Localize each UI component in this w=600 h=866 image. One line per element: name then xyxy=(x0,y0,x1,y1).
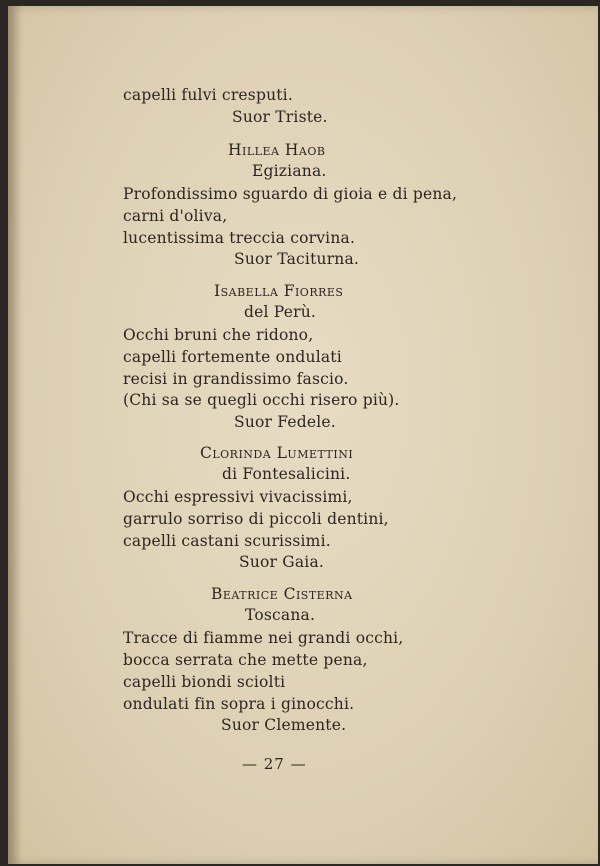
entry-name: Beatrice Cisterna xyxy=(211,585,353,603)
sister-name: Suor Triste. xyxy=(232,108,328,126)
poem-line: capelli biondi sciolti xyxy=(123,673,286,691)
entry-name: Isabella Fiorres xyxy=(214,282,344,300)
poem-line: capelli fortemente ondulati xyxy=(123,348,342,366)
sister-name: Suor Gaia. xyxy=(239,553,325,571)
entry-name: Hillea Haob xyxy=(228,141,326,159)
sister-name: Suor Taciturna. xyxy=(234,250,360,268)
poem-line: recisi in grandissimo fascio. xyxy=(123,370,349,388)
sister-name: Suor Clemente. xyxy=(221,716,347,734)
book-page xyxy=(8,6,598,864)
poem-line: Occhi espressivi vivacissimi, xyxy=(123,488,353,506)
poem-line: Tracce di fiamme nei grandi occhi, xyxy=(123,629,404,647)
poem-line: capelli fulvi cresputi. xyxy=(123,86,293,104)
entry-origin: di Fontesalicini. xyxy=(222,465,351,483)
poem-line: lucentissima treccia corvina. xyxy=(123,229,356,247)
page-number: — 27 — xyxy=(242,755,307,773)
sister-name: Suor Fedele. xyxy=(234,413,336,431)
poem-line: ondulati fin sopra i ginocchi. xyxy=(123,695,355,713)
poem-line: garrulo sorriso di piccoli dentini, xyxy=(123,510,389,528)
entry-origin: del Perù. xyxy=(244,303,317,321)
entry-origin: Toscana. xyxy=(245,606,316,624)
poem-line: carni d'oliva, xyxy=(123,207,228,225)
page-binding-shadow xyxy=(8,6,22,864)
poem-line: (Chi sa se quegli occhi risero più). xyxy=(123,391,400,409)
poem-line: bocca serrata che mette pena, xyxy=(123,651,368,669)
entry-name: Clorinda Lumettini xyxy=(200,444,354,462)
entry-origin: Egiziana. xyxy=(252,162,327,180)
poem-line: Profondissimo sguardo di gioia e di pena, xyxy=(123,185,458,203)
poem-line: capelli castani scurissimi. xyxy=(123,532,331,550)
poem-line: Occhi bruni che ridono, xyxy=(123,326,314,344)
